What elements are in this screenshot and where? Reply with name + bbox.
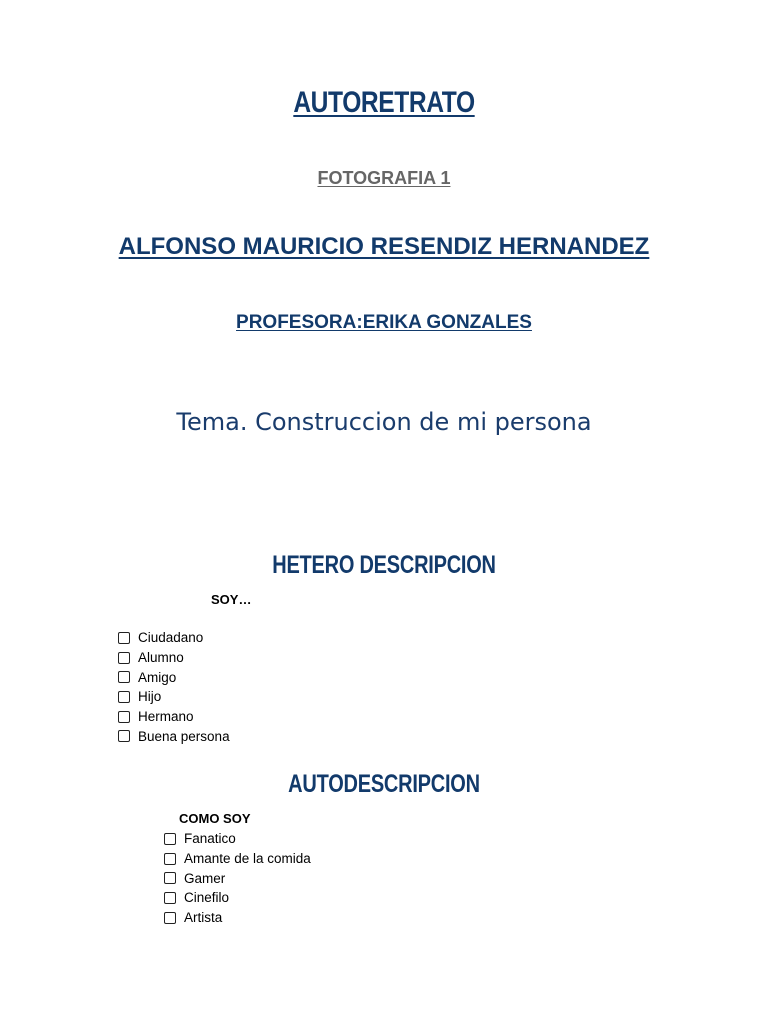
checkbox-icon[interactable] [118, 652, 130, 664]
list-item[interactable] [118, 707, 230, 727]
list-item[interactable] [164, 868, 311, 888]
author-name: ALFONSO MAURICIO RESENDIZ HERNANDEZ [118, 233, 650, 260]
hetero-label: SOY… [211, 592, 252, 607]
list-item-label: Amante de la comida [184, 851, 311, 867]
checkbox-icon[interactable] [164, 892, 176, 904]
list-item[interactable] [164, 829, 311, 849]
document-subtitle: FOTOGRAFIA 1 [317, 168, 451, 188]
hetero-checklist [118, 628, 230, 746]
checkbox-icon[interactable] [118, 691, 130, 703]
checkbox-icon[interactable] [118, 671, 130, 683]
list-item-label: Amigo [138, 669, 177, 685]
auto-heading: AUTODESCRIPCION [288, 770, 480, 798]
list-item[interactable] [118, 667, 230, 687]
list-item[interactable] [164, 888, 311, 908]
checkbox-icon[interactable] [164, 833, 176, 845]
list-item[interactable] [164, 908, 311, 928]
teacher-name: PROFESORA:ERIKA GONZALES [236, 312, 532, 333]
checkbox-icon[interactable] [164, 872, 176, 884]
list-item-label: Cinefilo [184, 890, 230, 906]
checkbox-icon[interactable] [118, 711, 130, 723]
list-item-label: Hermano [138, 709, 194, 725]
checkbox-icon[interactable] [118, 730, 130, 742]
checkbox-icon[interactable] [164, 912, 176, 924]
auto-label: COMO SOY [179, 811, 251, 826]
list-item[interactable] [118, 648, 230, 668]
list-item-label: Gamer [184, 870, 226, 886]
topic-line: Tema. Construccion de mi persona [176, 408, 592, 436]
list-item[interactable] [164, 849, 311, 869]
list-item-label: Alumno [138, 650, 184, 666]
checkbox-icon[interactable] [164, 853, 176, 865]
auto-checklist [164, 829, 311, 927]
list-item-label: Ciudadano [138, 630, 204, 646]
list-item[interactable] [118, 687, 230, 707]
document-title: AUTORETRATO [293, 86, 475, 119]
list-item[interactable] [118, 628, 230, 648]
list-item-label: Artista [184, 910, 223, 926]
hetero-heading: HETERO DESCRIPCION [272, 551, 496, 579]
list-item[interactable] [118, 726, 230, 746]
list-item-label: Hijo [138, 689, 162, 705]
list-item-label: Fanatico [184, 831, 236, 847]
list-item-label: Buena persona [138, 728, 230, 744]
checkbox-icon[interactable] [118, 632, 130, 644]
